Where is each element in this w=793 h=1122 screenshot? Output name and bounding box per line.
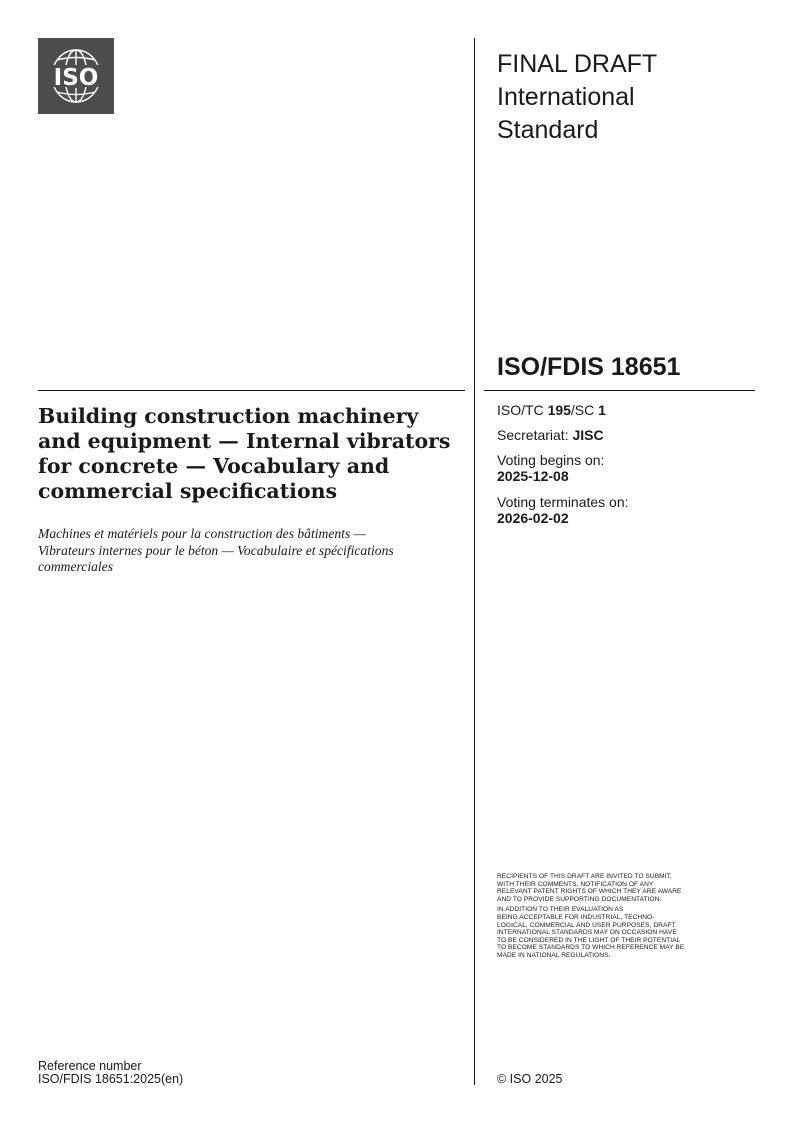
notice-line: WITH THEIR COMMENTS, NOTIFICATION OF ANY [497,880,654,888]
title-fr-line: Machines et matériels pour la construction des bâtiments — [38,526,366,541]
iso-logo [38,38,114,114]
document-metadata [497,402,757,535]
title-fr-line: Vibrateurs internes pour le béton — Vocabulaire et spécifications [38,542,394,558]
title-fr-line: commerciales [38,559,113,574]
horizontal-divider-right [484,390,755,391]
draft-notice [497,873,757,963]
stage-line-2: International [497,83,635,111]
stage-line-3: Standard [497,116,599,144]
notice-paragraph-1 [497,873,757,903]
title-en-line: Building construction machinery [38,404,419,428]
voting-terminates-date: 2026-02-02 [497,510,569,526]
french-title [38,526,458,576]
notice-line: LOGICAL, COMMERCIAL AND USER PURPOSES, DRAFT [497,921,676,929]
reference-label: Reference number [38,1059,142,1073]
notice-line: MADE IN NATIONAL REGULATIONS. [497,951,611,959]
reference-number [38,1060,183,1086]
voting-begins [497,452,757,484]
secretariat-label: Secretariat: [497,427,573,443]
globe-icon [38,38,114,114]
notice-line: INTERNATIONAL STANDARDS MAY ON OCCASION HAVE [497,929,677,937]
notice-line: RELEVANT PATENT RIGHTS OF WHICH THEY ARE AWARE [497,888,682,896]
logo-text: ISO [53,65,99,91]
notice-line: IN ADDITION TO THEIR EVALUATION AS [497,906,624,914]
committee-sep: /SC [570,402,599,418]
notice-line: TO BE CONSIDERED IN THE LIGHT OF THEIR POTENTIAL [497,936,681,944]
reference-value: ISO/FDIS 18651:2025(en) [38,1072,184,1086]
notice-paragraph-2 [497,906,757,959]
voting-begins-label: Voting begins on: [497,452,605,468]
secretariat-value: JISC [572,427,604,443]
document-stage [497,48,757,147]
committee-prefix: ISO/TC [497,402,548,418]
title-en-line: commercial specifications [38,479,338,503]
committee-sc: 1 [598,402,606,418]
secretariat [497,427,757,443]
committee-tc: 195 [547,402,571,418]
copyright: © ISO 2025 [497,1072,563,1086]
notice-line: BEING ACCEPTABLE FOR INDUSTRIAL, TECHNO- [497,913,655,921]
committee [497,402,757,418]
horizontal-divider-left [38,390,465,391]
english-title [38,404,458,504]
notice-line: RECIPIENTS OF THIS DRAFT ARE INVITED TO SUBMIT, [497,873,672,880]
stage-line-1: FINAL DRAFT [497,50,658,78]
voting-terminates [497,494,757,526]
vertical-divider [474,38,475,1085]
voting-begins-date: 2025-12-08 [497,468,569,484]
voting-terminates-label: Voting terminates on: [497,494,629,510]
title-en-line: and equipment — Internal vibrators [38,429,451,453]
document-number: ISO/FDIS 18651 [497,353,681,381]
title-en-line: for concrete — Vocabulary and [38,454,390,478]
notice-line: TO BECOME STANDARDS TO WHICH REFERENCE MAY BE [497,944,685,952]
notice-line: AND TO PROVIDE SUPPORTING DOCUMENTATION. [497,895,662,903]
